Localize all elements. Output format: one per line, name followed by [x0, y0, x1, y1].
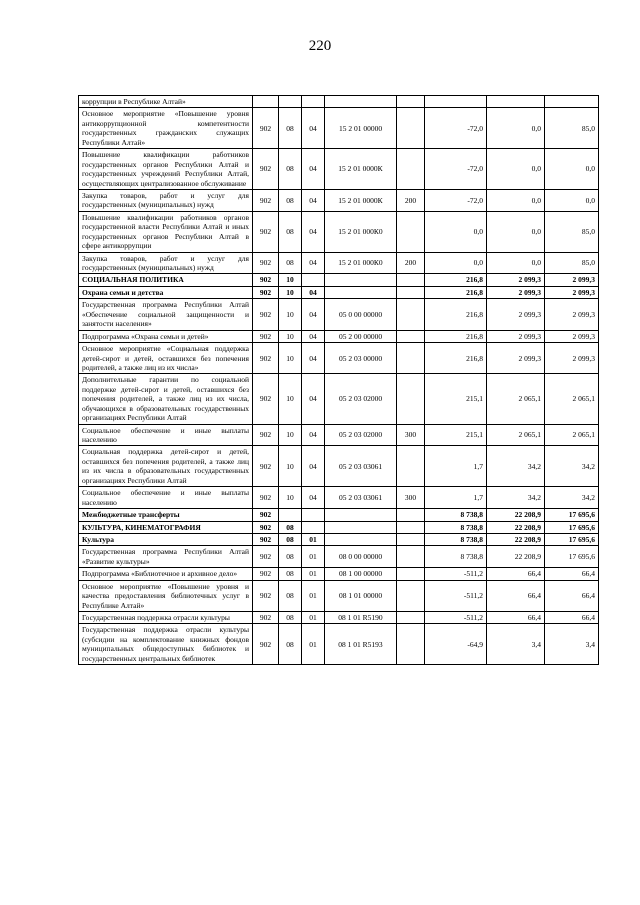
- amount-year2-cell: 66,4: [487, 580, 545, 611]
- table-row: [79, 274, 599, 286]
- grbs-cell: 902: [253, 189, 279, 211]
- amount-year3-cell: 2 099,3: [545, 343, 599, 374]
- page-number: 220: [308, 38, 332, 54]
- target-article-cell: 15 2 01 00000: [325, 108, 397, 149]
- name-cell: КУЛЬТУРА, КИНЕМАТОГРАФИЯ: [79, 521, 253, 533]
- table-row: [79, 149, 599, 190]
- name-cell: Подпрограмма «Охрана семьи и детей»: [79, 330, 253, 342]
- section-cell: 08: [279, 521, 302, 533]
- amount-year3-cell: 85,0: [545, 211, 599, 252]
- amount-year2-cell: 66,4: [487, 568, 545, 580]
- subsection-cell: 04: [302, 330, 325, 342]
- amount-year1-cell: [425, 96, 487, 108]
- grbs-cell: 902: [253, 211, 279, 252]
- name-cell: Основное мероприятие «Социальная поддержка детей-сирот и детей, оставшихся без попечения родителей, а также лиц из их числа»: [79, 343, 253, 374]
- subsection-cell: 04: [302, 374, 325, 424]
- expense-type-cell: [397, 286, 425, 298]
- grbs-cell: 902: [253, 446, 279, 487]
- section-cell: 08: [279, 108, 302, 149]
- amount-year2-cell: 2 065,1: [487, 424, 545, 446]
- amount-year3-cell: 17 695,6: [545, 546, 599, 568]
- amount-year3-cell: 66,4: [545, 580, 599, 611]
- section-cell: 10: [279, 424, 302, 446]
- name-cell: Культура: [79, 533, 253, 545]
- target-article-cell: 05 0 00 00000: [325, 299, 397, 330]
- subsection-cell: [302, 509, 325, 521]
- name-cell: СОЦИАЛЬНАЯ ПОЛИТИКА: [79, 274, 253, 286]
- amount-year1-cell: 216,8: [425, 343, 487, 374]
- name-cell: Государственная поддержка отрасли культуры (субсидии на комплектование книжных фондов муниципальных общедоступных библиотек и государственных центральных библиотек: [79, 624, 253, 665]
- section-cell: 10: [279, 299, 302, 330]
- amount-year3-cell: 34,2: [545, 487, 599, 509]
- amount-year3-cell: 85,0: [545, 252, 599, 274]
- table-row: [79, 521, 599, 533]
- amount-year1-cell: -511,2: [425, 568, 487, 580]
- amount-year3-cell: 85,0: [545, 108, 599, 149]
- amount-year1-cell: 1,7: [425, 487, 487, 509]
- table-row: [79, 624, 599, 665]
- expense-type-cell: 200: [397, 252, 425, 274]
- amount-year3-cell: 2 099,3: [545, 299, 599, 330]
- table-row: [79, 299, 599, 330]
- table-body: [79, 96, 599, 665]
- name-cell: Повышение квалификации работников органов государственной власти Республики Алтай и иных государственных органов Республики Алтай в сфере антикоррупции: [79, 211, 253, 252]
- amount-year3-cell: 0,0: [545, 149, 599, 190]
- expense-type-cell: [397, 96, 425, 108]
- amount-year3-cell: 66,4: [545, 612, 599, 624]
- amount-year1-cell: 215,1: [425, 424, 487, 446]
- grbs-cell: 902: [253, 330, 279, 342]
- amount-year3-cell: 3,4: [545, 624, 599, 665]
- amount-year1-cell: -72,0: [425, 149, 487, 190]
- expense-type-cell: [397, 330, 425, 342]
- expense-type-cell: [397, 343, 425, 374]
- section-cell: 10: [279, 446, 302, 487]
- target-article-cell: [325, 533, 397, 545]
- name-cell: Социальная поддержка детей-сирот и детей, оставшихся без попечения родителей, а также лиц из их числа в образовательных государственных организациях Республики Алтай: [79, 446, 253, 487]
- amount-year1-cell: 216,8: [425, 330, 487, 342]
- subsection-cell: [302, 521, 325, 533]
- amount-year1-cell: 0,0: [425, 252, 487, 274]
- table-row: [79, 612, 599, 624]
- name-cell: Социальное обеспечение и иные выплаты населению: [79, 424, 253, 446]
- table-row: [79, 580, 599, 611]
- table-row: [79, 424, 599, 446]
- name-cell: Государственная программа Республики Алтай «Развитие культуры»: [79, 546, 253, 568]
- expense-type-cell: [397, 299, 425, 330]
- amount-year3-cell: 0,0: [545, 189, 599, 211]
- amount-year2-cell: 2 099,3: [487, 286, 545, 298]
- amount-year2-cell: 0,0: [487, 189, 545, 211]
- target-article-cell: 08 0 00 00000: [325, 546, 397, 568]
- amount-year2-cell: 0,0: [487, 108, 545, 149]
- name-cell: коррупции в Республике Алтай»: [79, 96, 253, 108]
- subsection-cell: 04: [302, 299, 325, 330]
- table-row: [79, 211, 599, 252]
- expense-type-cell: 300: [397, 487, 425, 509]
- name-cell: Основное мероприятие «Повышение уровня антикоррупционной компетентности государственных гражданских служащих Республики Алтай»: [79, 108, 253, 149]
- target-article-cell: [325, 521, 397, 533]
- name-cell: Социальное обеспечение и иные выплаты населению: [79, 487, 253, 509]
- target-article-cell: [325, 96, 397, 108]
- table-row: [79, 374, 599, 424]
- subsection-cell: 04: [302, 149, 325, 190]
- table-row: [79, 546, 599, 568]
- amount-year1-cell: 8 738,8: [425, 546, 487, 568]
- expense-type-cell: [397, 624, 425, 665]
- section-cell: 08: [279, 211, 302, 252]
- target-article-cell: 15 2 01 0000К: [325, 149, 397, 190]
- section-cell: 10: [279, 286, 302, 298]
- section-cell: 10: [279, 343, 302, 374]
- subsection-cell: 01: [302, 612, 325, 624]
- grbs-cell: 902: [253, 580, 279, 611]
- subsection-cell: 04: [302, 252, 325, 274]
- table-row: [79, 189, 599, 211]
- amount-year3-cell: 34,2: [545, 446, 599, 487]
- expense-type-cell: 200: [397, 189, 425, 211]
- amount-year2-cell: 22 208,9: [487, 533, 545, 545]
- amount-year1-cell: -511,2: [425, 580, 487, 611]
- grbs-cell: 902: [253, 343, 279, 374]
- table-row: [79, 343, 599, 374]
- subsection-cell: 01: [302, 624, 325, 665]
- target-article-cell: [325, 509, 397, 521]
- subsection-cell: 04: [302, 189, 325, 211]
- expense-type-cell: [397, 149, 425, 190]
- amount-year3-cell: 17 695,6: [545, 509, 599, 521]
- amount-year3-cell: 17 695,6: [545, 533, 599, 545]
- amount-year2-cell: 2 099,3: [487, 343, 545, 374]
- expense-type-cell: [397, 274, 425, 286]
- amount-year3-cell: 2 099,3: [545, 274, 599, 286]
- name-cell: Основное мероприятие «Повышение уровня и качества предоставления библиотечных услуг в Республике Алтай»: [79, 580, 253, 611]
- table-row: [79, 252, 599, 274]
- table-row: [79, 330, 599, 342]
- table-row: [79, 286, 599, 298]
- expense-type-cell: [397, 533, 425, 545]
- amount-year2-cell: 66,4: [487, 612, 545, 624]
- expense-type-cell: [397, 509, 425, 521]
- amount-year2-cell: 2 099,3: [487, 330, 545, 342]
- name-cell: Закупка товаров, работ и услуг для государственных (муниципальных) нужд: [79, 189, 253, 211]
- amount-year3-cell: 66,4: [545, 568, 599, 580]
- amount-year2-cell: [487, 96, 545, 108]
- section-cell: [279, 96, 302, 108]
- subsection-cell: 01: [302, 533, 325, 545]
- grbs-cell: 902: [253, 424, 279, 446]
- section-cell: 08: [279, 568, 302, 580]
- subsection-cell: 01: [302, 546, 325, 568]
- target-article-cell: 08 1 01 00000: [325, 580, 397, 611]
- section-cell: 08: [279, 252, 302, 274]
- table-row: [79, 446, 599, 487]
- amount-year1-cell: 216,8: [425, 286, 487, 298]
- amount-year2-cell: 34,2: [487, 446, 545, 487]
- target-article-cell: 08 1 01 R5193: [325, 624, 397, 665]
- table-row: [79, 108, 599, 149]
- section-cell: 10: [279, 274, 302, 286]
- section-cell: 08: [279, 546, 302, 568]
- target-article-cell: 08 1 01 R5190: [325, 612, 397, 624]
- expense-type-cell: [397, 108, 425, 149]
- amount-year1-cell: 216,8: [425, 299, 487, 330]
- grbs-cell: 902: [253, 568, 279, 580]
- table-row: [79, 533, 599, 545]
- grbs-cell: 902: [253, 521, 279, 533]
- grbs-cell: 902: [253, 612, 279, 624]
- expense-type-cell: [397, 580, 425, 611]
- grbs-cell: 902: [253, 546, 279, 568]
- expense-type-cell: [397, 211, 425, 252]
- expense-type-cell: [397, 612, 425, 624]
- amount-year1-cell: 215,1: [425, 374, 487, 424]
- subsection-cell: 01: [302, 580, 325, 611]
- expense-type-cell: [397, 374, 425, 424]
- target-article-cell: [325, 274, 397, 286]
- subsection-cell: 01: [302, 568, 325, 580]
- amount-year1-cell: -511,2: [425, 612, 487, 624]
- section-cell: 08: [279, 189, 302, 211]
- table-row: [79, 96, 599, 108]
- subsection-cell: 04: [302, 446, 325, 487]
- section-cell: 08: [279, 612, 302, 624]
- subsection-cell: 04: [302, 108, 325, 149]
- amount-year1-cell: 0,0: [425, 211, 487, 252]
- name-cell: Закупка товаров, работ и услуг для государственных (муниципальных) нужд: [79, 252, 253, 274]
- amount-year2-cell: 22 208,9: [487, 546, 545, 568]
- grbs-cell: 902: [253, 299, 279, 330]
- subsection-cell: 04: [302, 424, 325, 446]
- amount-year2-cell: 22 208,9: [487, 509, 545, 521]
- name-cell: Государственная программа Республики Алтай «Обеспечение социальной защищенности и занятости населения»: [79, 299, 253, 330]
- name-cell: Повышение квалификации работников государственных органов Республики Алтай и государственных учреждений Республики Алтай, осуществляющих централизованное обслуживание: [79, 149, 253, 190]
- amount-year3-cell: 2 099,3: [545, 330, 599, 342]
- section-cell: 10: [279, 374, 302, 424]
- grbs-cell: 902: [253, 533, 279, 545]
- grbs-cell: 902: [253, 274, 279, 286]
- grbs-cell: 902: [253, 149, 279, 190]
- subsection-cell: 04: [302, 487, 325, 509]
- amount-year2-cell: 2 099,3: [487, 274, 545, 286]
- expense-type-cell: [397, 521, 425, 533]
- grbs-cell: 902: [253, 374, 279, 424]
- target-article-cell: [325, 286, 397, 298]
- section-cell: 08: [279, 580, 302, 611]
- section-cell: [279, 509, 302, 521]
- amount-year3-cell: 17 695,6: [545, 521, 599, 533]
- subsection-cell: 04: [302, 211, 325, 252]
- name-cell: Межбюджетные трансферты: [79, 509, 253, 521]
- target-article-cell: 15 2 01 000К0: [325, 211, 397, 252]
- amount-year2-cell: 3,4: [487, 624, 545, 665]
- amount-year2-cell: 0,0: [487, 211, 545, 252]
- target-article-cell: 05 2 03 00000: [325, 343, 397, 374]
- name-cell: Дополнительные гарантии по социальной поддержке детей-сирот и детей, оставшихся без попечения родителей, а также лиц из их числа, обучающихся в образовательных государственных организациях Республики Алтай: [79, 374, 253, 424]
- target-article-cell: 05 2 03 02000: [325, 374, 397, 424]
- table-row: [79, 568, 599, 580]
- expense-type-cell: [397, 568, 425, 580]
- amount-year3-cell: [545, 96, 599, 108]
- expense-type-cell: 300: [397, 424, 425, 446]
- grbs-cell: 902: [253, 624, 279, 665]
- grbs-cell: 902: [253, 252, 279, 274]
- subsection-cell: [302, 274, 325, 286]
- target-article-cell: 05 2 03 03061: [325, 446, 397, 487]
- amount-year2-cell: 2 065,1: [487, 374, 545, 424]
- section-cell: 08: [279, 149, 302, 190]
- section-cell: 08: [279, 624, 302, 665]
- amount-year3-cell: 2 099,3: [545, 286, 599, 298]
- amount-year2-cell: 22 208,9: [487, 521, 545, 533]
- expense-type-cell: [397, 546, 425, 568]
- amount-year2-cell: 0,0: [487, 252, 545, 274]
- grbs-cell: 902: [253, 509, 279, 521]
- grbs-cell: 902: [253, 487, 279, 509]
- amount-year1-cell: -72,0: [425, 189, 487, 211]
- target-article-cell: 05 2 03 02000: [325, 424, 397, 446]
- name-cell: Государственная поддержка отрасли культуры: [79, 612, 253, 624]
- subsection-cell: 04: [302, 286, 325, 298]
- amount-year1-cell: 1,7: [425, 446, 487, 487]
- amount-year1-cell: 8 738,8: [425, 521, 487, 533]
- amount-year1-cell: 216,8: [425, 274, 487, 286]
- target-article-cell: 15 2 01 0000К: [325, 189, 397, 211]
- subsection-cell: [302, 96, 325, 108]
- budget-table: [78, 95, 599, 665]
- subsection-cell: 04: [302, 343, 325, 374]
- target-article-cell: 05 2 00 00000: [325, 330, 397, 342]
- grbs-cell: 902: [253, 108, 279, 149]
- amount-year1-cell: 8 738,8: [425, 533, 487, 545]
- table-row: [79, 487, 599, 509]
- section-cell: 10: [279, 330, 302, 342]
- amount-year1-cell: -72,0: [425, 108, 487, 149]
- section-cell: 10: [279, 487, 302, 509]
- name-cell: Подпрограмма «Библиотечное и архивное дело»: [79, 568, 253, 580]
- amount-year2-cell: 34,2: [487, 487, 545, 509]
- amount-year1-cell: -64,9: [425, 624, 487, 665]
- amount-year2-cell: 2 099,3: [487, 299, 545, 330]
- amount-year1-cell: 8 738,8: [425, 509, 487, 521]
- grbs-cell: 902: [253, 286, 279, 298]
- section-cell: 08: [279, 533, 302, 545]
- name-cell: Охрана семьи и детства: [79, 286, 253, 298]
- target-article-cell: 05 2 03 03061: [325, 487, 397, 509]
- amount-year3-cell: 2 065,1: [545, 374, 599, 424]
- amount-year3-cell: 2 065,1: [545, 424, 599, 446]
- table-row: [79, 509, 599, 521]
- expense-type-cell: [397, 446, 425, 487]
- grbs-cell: [253, 96, 279, 108]
- target-article-cell: 15 2 01 000К0: [325, 252, 397, 274]
- amount-year2-cell: 0,0: [487, 149, 545, 190]
- target-article-cell: 08 1 00 00000: [325, 568, 397, 580]
